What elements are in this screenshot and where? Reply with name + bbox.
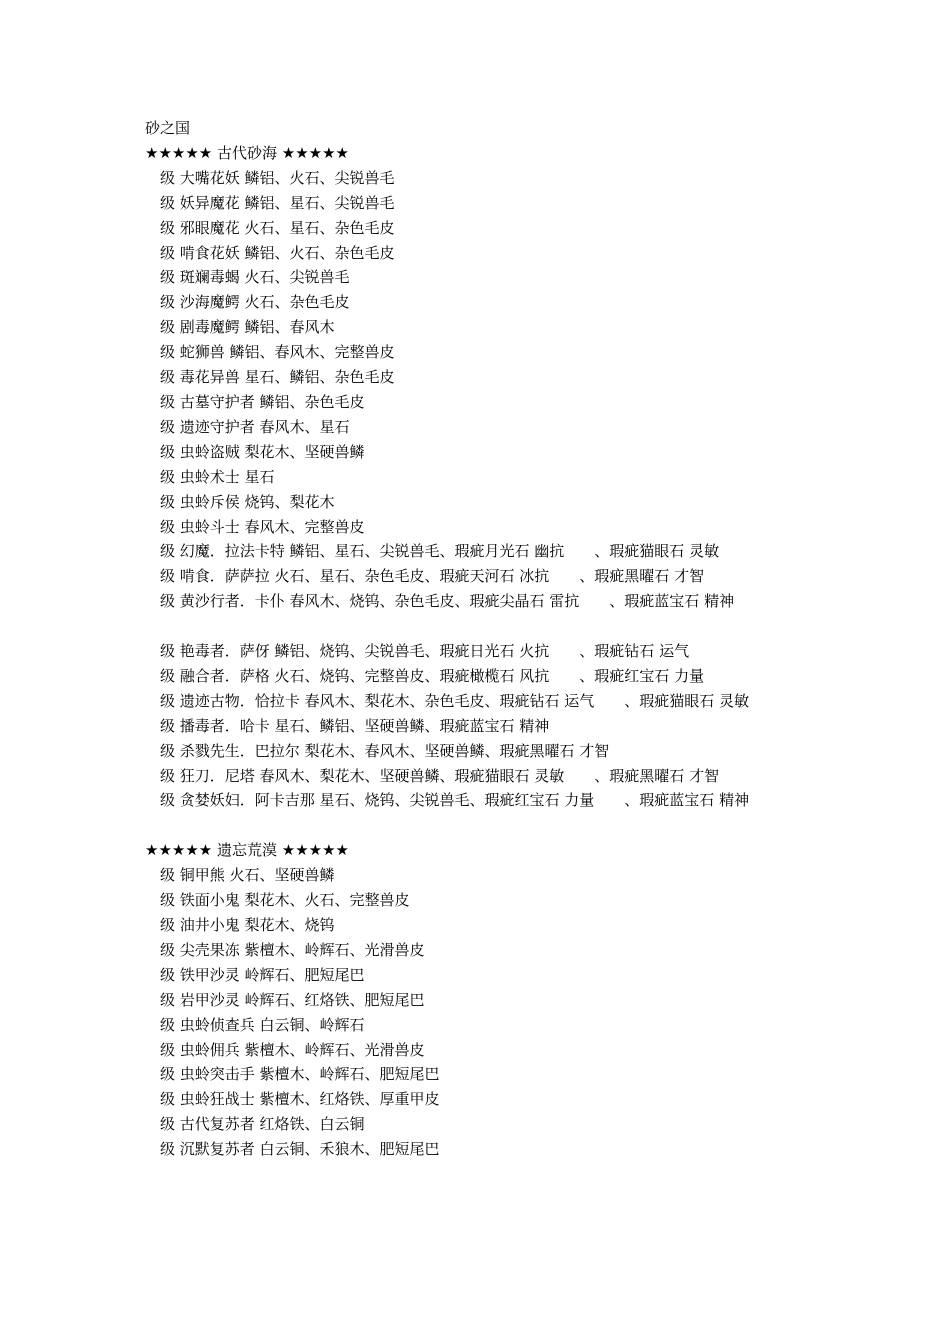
text-line: 级 贪婪妖妇．阿卡吉那 星石、烧钨、尖锐兽毛、瑕疵红宝石 力量 、瑕疵蓝宝石 精神 xyxy=(145,791,750,810)
text-line: 级 融合者．萨格 火石、烧钨、完整兽皮、瑕疵橄榄石 风抗 、瑕疵红宝石 力量 xyxy=(145,666,705,685)
text-line: 级 沙海魔鳄 火石、杂色毛皮 xyxy=(145,293,350,312)
text-line: 级 铁面小鬼 梨花木、火石、完整兽皮 xyxy=(145,891,410,910)
text-line: 砂之国 xyxy=(145,119,191,137)
text-line: 级 斑斓毒蝎 火石、尖锐兽毛 xyxy=(145,268,350,287)
text-line: 级 杀戮先生．巴拉尔 梨花木、春风木、坚硬兽鳞、瑕疵黑曜石 才智 xyxy=(145,741,610,760)
text-line: 级 虫蛉佣兵 紫檀木、岭辉石、光滑兽皮 xyxy=(145,1040,425,1059)
text-line: 级 虫蛉突击手 紫檀木、岭辉石、肥短尾巴 xyxy=(145,1065,440,1084)
text-line: 级 播毒者．哈卡 星石、鳞铝、坚硬兽鳞、瑕疵蓝宝石 精神 xyxy=(145,716,550,735)
text-line: 级 岩甲沙灵 岭辉石、红烙铁、肥短尾巴 xyxy=(145,990,425,1009)
text-line: 级 虫蛉狂战士 紫檀木、红烙铁、厚重甲皮 xyxy=(145,1090,440,1109)
text-line: 级 蛇狮兽 鳞铝、春风木、完整兽皮 xyxy=(145,343,395,362)
text-line: 级 大嘴花妖 鳞铝、火石、尖锐兽毛 xyxy=(145,168,395,187)
text-line: 级 狂刀．尼塔 春风木、梨花木、坚硬兽鳞、瑕疵猫眼石 灵敏 、瑕疵黑曜石 才智 xyxy=(145,766,720,785)
text-line: 级 邪眼魔花 火石、星石、杂色毛皮 xyxy=(145,218,395,237)
text-line: 级 虫蛉侦查兵 白云铜、岭辉石 xyxy=(145,1015,365,1034)
document-body xyxy=(145,116,810,1162)
text-line: 级 虫蛉斗士 春风木、完整兽皮 xyxy=(145,517,365,536)
text-line: 级 尖壳果冻 紫檀木、岭辉石、光滑兽皮 xyxy=(145,940,425,959)
text-line: 级 古墓守护者 鳞铝、杂色毛皮 xyxy=(145,392,365,411)
text-line: 级 啃食．萨萨拉 火石、星石、杂色毛皮、瑕疵天河石 冰抗 、瑕疵黑曜石 才智 xyxy=(145,567,705,586)
text-line: 级 虫蛉术士 星石 xyxy=(145,467,275,486)
text-line xyxy=(145,614,810,639)
text-line: 级 古代复苏者 红烙铁、白云铜 xyxy=(145,1115,365,1134)
text-line: 级 铁甲沙灵 岭辉石、肥短尾巴 xyxy=(145,965,365,984)
text-line: 级 艳毒者．萨伢 鳞铝、烧钨、尖锐兽毛、瑕疵日光石 火抗 、瑕疵钻石 运气 xyxy=(145,642,690,661)
text-line: 级 剧毒魔鳄 鳞铝、春风木 xyxy=(145,318,335,337)
text-line: 级 铜甲熊 火石、坚硬兽鳞 xyxy=(145,866,335,885)
text-line xyxy=(145,813,810,838)
text-line: 级 虫蛉斥侯 烧钨、梨花木 xyxy=(145,492,335,511)
text-line: ★★★★★ 遗忘荒漠 ★★★★★ xyxy=(145,841,350,860)
text-line: ★★★★★ 古代砂海 ★★★★★ xyxy=(145,143,350,162)
text-line: 级 沉默复苏者 白云铜、禾狼木、肥短尾巴 xyxy=(145,1140,440,1159)
text-line: 级 妖异魔花 鳞铝、星石、尖锐兽毛 xyxy=(145,193,395,212)
text-line: 级 油井小鬼 梨花木、烧钨 xyxy=(145,915,335,934)
text-line: 级 啃食花妖 鳞铝、火石、杂色毛皮 xyxy=(145,243,395,262)
text-line: 级 黄沙行者．卡仆 春风木、烧钨、杂色毛皮、瑕疵尖晶石 雷抗 、瑕疵蓝宝石 精神 xyxy=(145,592,735,611)
text-line: 级 幻魔．拉法卡特 鳞铝、星石、尖锐兽毛、瑕疵月光石 幽抗 、瑕疵猫眼石 灵敏 xyxy=(145,542,720,561)
text-line: 级 毒花异兽 星石、鳞铝、杂色毛皮 xyxy=(145,368,395,387)
text-line: 级 遗迹守护者 春风木、星石 xyxy=(145,417,350,436)
text-line: 级 虫蛉盗贼 梨花木、坚硬兽鳞 xyxy=(145,442,365,461)
text-line: 级 遗迹古物．恰拉卡 春风木、梨花木、杂色毛皮、瑕疵钻石 运气 、瑕疵猫眼石 灵敏 xyxy=(145,691,750,710)
